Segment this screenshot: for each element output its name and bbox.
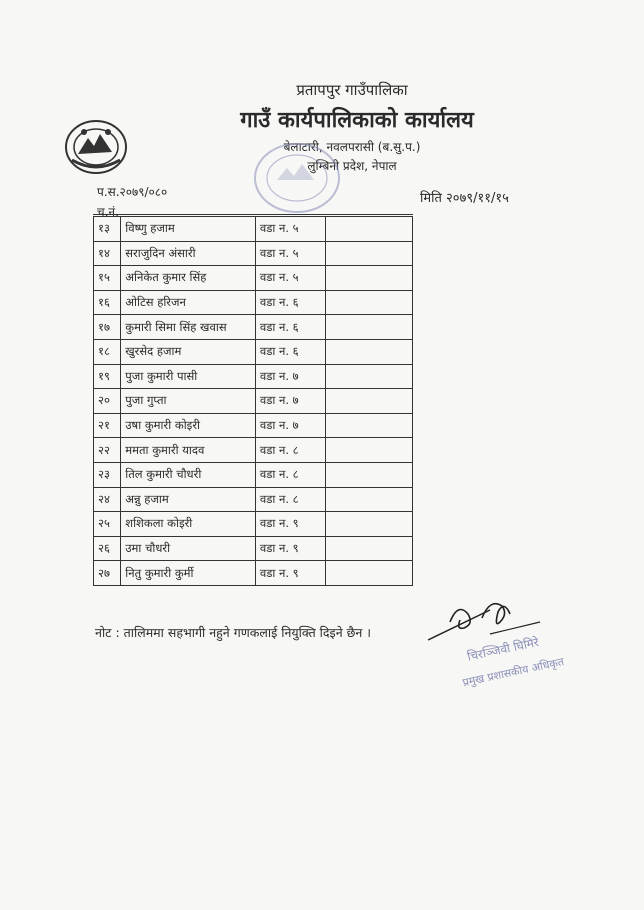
table-row — [94, 339, 413, 364]
remarks-cell — [325, 413, 412, 438]
office-name: गाउँ कार्यपालिकाको कार्यालय — [240, 108, 474, 133]
ward-cell: वडा न. ५ — [255, 217, 325, 242]
serial-cell: २१ — [94, 413, 121, 438]
serial-cell: २० — [94, 389, 121, 414]
serial-cell: १८ — [94, 339, 121, 364]
remarks-cell — [325, 438, 412, 463]
office-seal-stamp — [252, 140, 342, 216]
serial-cell: १४ — [94, 241, 121, 266]
ward-cell: वडा न. ८ — [255, 438, 325, 463]
ward-cell: वडा न. ८ — [255, 487, 325, 512]
table-row — [94, 462, 413, 487]
ward-cell: वडा न. ५ — [255, 241, 325, 266]
remarks-cell — [325, 389, 412, 414]
name-cell: उषा कुमारी कोइरी — [121, 413, 256, 438]
remarks-cell — [325, 290, 412, 315]
ward-cell: वडा न. ९ — [255, 512, 325, 537]
name-cell: पुजा गुप्ता — [121, 389, 256, 414]
remarks-cell — [325, 512, 412, 537]
table-row — [94, 241, 413, 266]
signatory-stamp — [440, 620, 580, 690]
name-cell: ममता कुमारी यादव — [121, 438, 256, 463]
serial-cell: २६ — [94, 536, 121, 561]
table-row — [94, 413, 413, 438]
serial-cell: २४ — [94, 487, 121, 512]
ward-cell: वडा न. ७ — [255, 389, 325, 414]
serial-cell: १९ — [94, 364, 121, 389]
office-address: बेलाटारी, नवलपरासी (ब.सु.प.) — [283, 140, 421, 154]
reference-number: प.स.२०७९/०८० — [97, 185, 168, 199]
table-row — [94, 438, 413, 463]
serial-cell: १६ — [94, 290, 121, 315]
participant-table — [93, 216, 413, 586]
name-cell: नितु कुमारी कुर्मी — [121, 561, 256, 586]
ward-cell: वडा न. ७ — [255, 364, 325, 389]
signatory-title: प्रमुख प्रशासकीय अधिकृत — [461, 655, 566, 690]
remarks-cell — [325, 462, 412, 487]
name-cell: उमा चौधरी — [121, 536, 256, 561]
serial-cell: २५ — [94, 512, 121, 537]
name-cell: सराजुदिन अंसारी — [121, 241, 256, 266]
name-cell: अन्नु हजाम — [121, 487, 256, 512]
remarks-cell — [325, 364, 412, 389]
serial-cell: २३ — [94, 462, 121, 487]
name-cell: खुरसेद हजाम — [121, 339, 256, 364]
name-cell: अनिकेत कुमार सिंह — [121, 266, 256, 291]
ward-cell: वडा न. ६ — [255, 315, 325, 340]
name-cell: कुमारी सिमा सिंह खवास — [121, 315, 256, 340]
name-cell: शशिकला कोइरी — [121, 512, 256, 537]
remarks-cell — [325, 217, 412, 242]
table-row — [94, 512, 413, 537]
table-row — [94, 217, 413, 242]
serial-cell: १५ — [94, 266, 121, 291]
name-cell: पुजा कुमारी पासी — [121, 364, 256, 389]
ward-cell: वडा न. ८ — [255, 462, 325, 487]
letter-date: मिति २०७९/११/१५ — [420, 191, 509, 206]
ward-cell: वडा न. ९ — [255, 536, 325, 561]
remarks-cell — [325, 339, 412, 364]
note-text: नोट : तालिममा सहभागी नहुने गणकलाई नियुक्ति दिइने छैन । — [95, 625, 372, 640]
province-line: लुम्बिनी प्रदेश, नेपाल — [307, 159, 397, 173]
ward-cell: वडा न. ६ — [255, 290, 325, 315]
ward-cell: वडा न. ९ — [255, 561, 325, 586]
serial-cell: २७ — [94, 561, 121, 586]
name-cell: ओटिस हरिजन — [121, 290, 256, 315]
dispatch-number: च.नं. — [97, 205, 119, 219]
table-row — [94, 290, 413, 315]
serial-cell: २२ — [94, 438, 121, 463]
table-row — [94, 266, 413, 291]
table-row — [94, 389, 413, 414]
name-cell: तिल कुमारी चौधरी — [121, 462, 256, 487]
serial-cell: १३ — [94, 217, 121, 242]
remarks-cell — [325, 536, 412, 561]
ward-cell: वडा न. ७ — [255, 413, 325, 438]
remarks-cell — [325, 241, 412, 266]
table-row — [94, 487, 413, 512]
name-cell: विष्णु हजाम — [121, 217, 256, 242]
remarks-cell — [325, 561, 412, 586]
ward-cell: वडा न. ६ — [255, 339, 325, 364]
table-row — [94, 364, 413, 389]
table-top-border — [93, 214, 413, 215]
remarks-cell — [325, 266, 412, 291]
ward-cell: वडा न. ५ — [255, 266, 325, 291]
remarks-cell — [325, 487, 412, 512]
remarks-cell — [325, 315, 412, 340]
municipality-name: प्रतापपुर गाउँपालिका — [296, 81, 408, 99]
table-row — [94, 536, 413, 561]
table-row — [94, 315, 413, 340]
serial-cell: १७ — [94, 315, 121, 340]
table-row — [94, 561, 413, 586]
signatory-name: चिरञ्जिवी घिमिरे — [466, 634, 540, 664]
